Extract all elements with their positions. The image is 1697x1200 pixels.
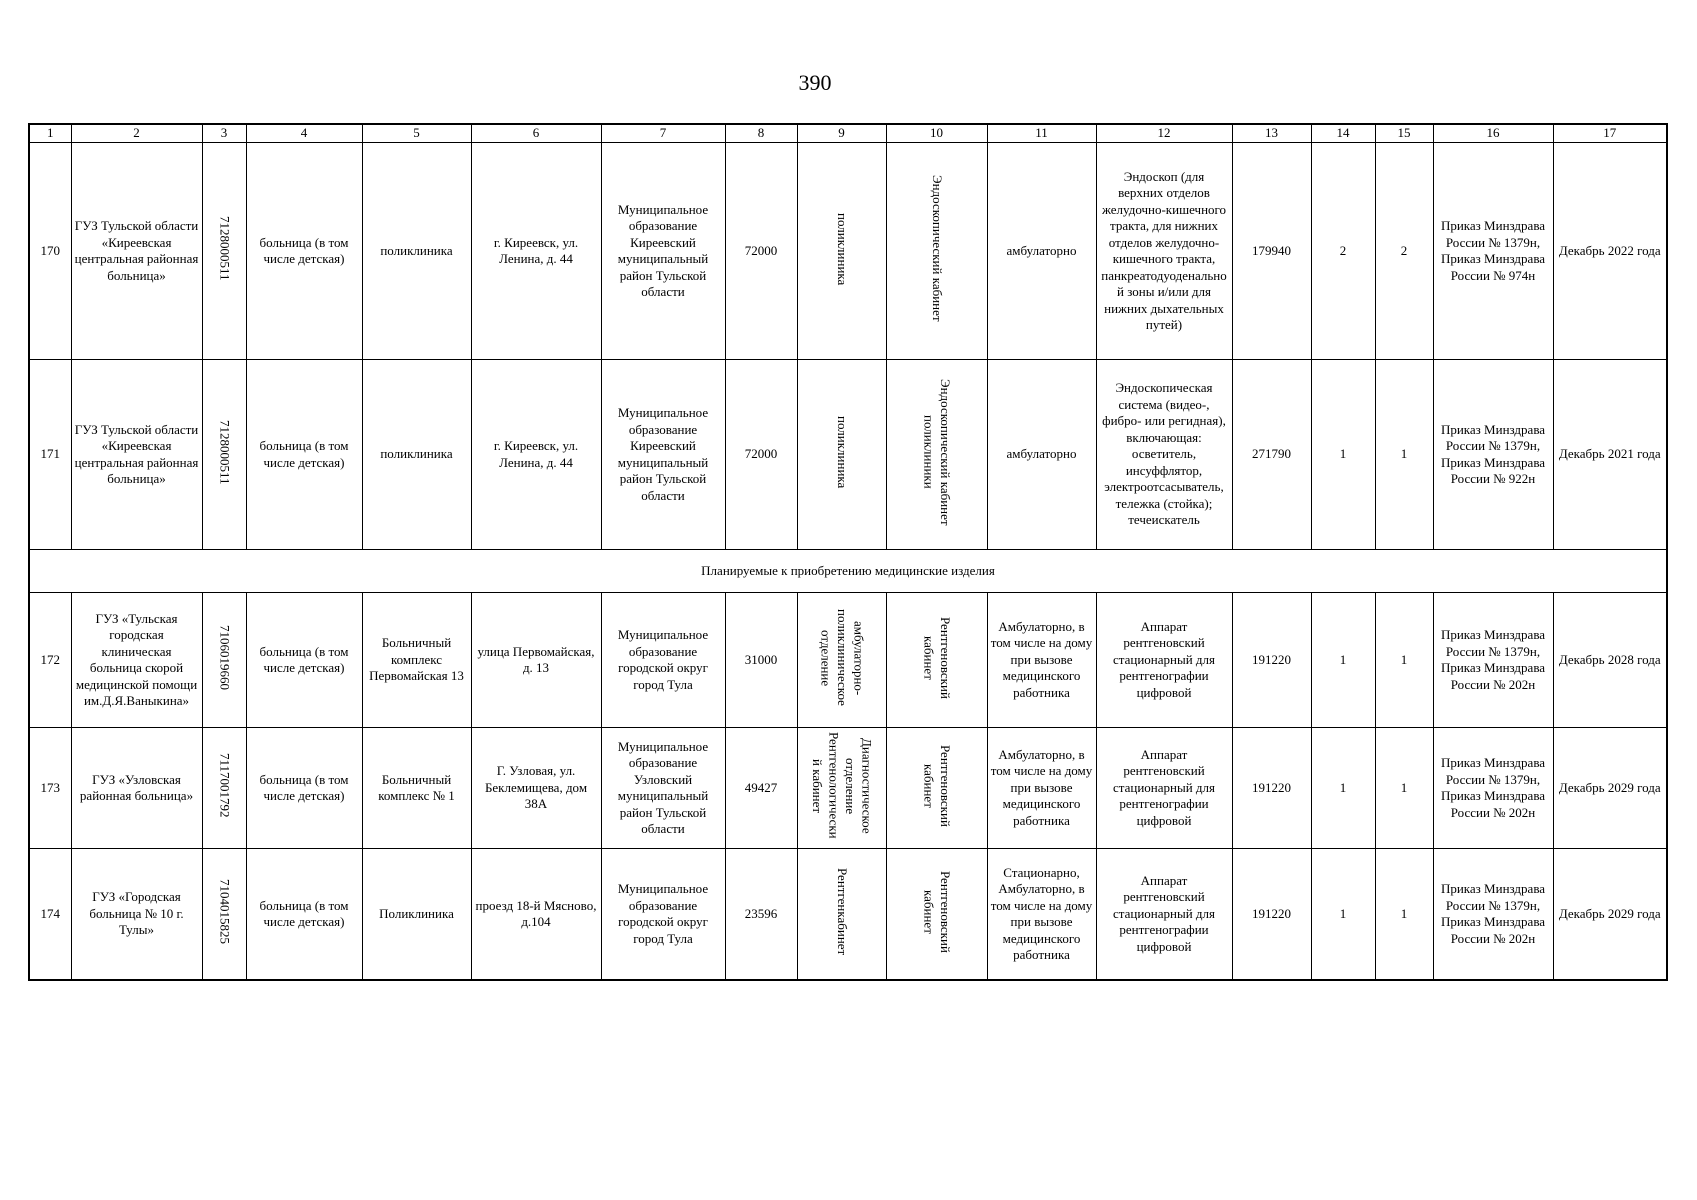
row-number: 170 <box>29 143 71 360</box>
address: г. Киреевск, ул. Ленина, д. 44 <box>471 360 601 550</box>
organization-name: ГУЗ «Городская больница № 10 г. Тулы» <box>71 849 202 981</box>
room-cell <box>886 360 987 550</box>
unit-cell <box>797 143 886 360</box>
care-mode: амбулаторно <box>987 360 1096 550</box>
page-number: 390 <box>798 70 832 95</box>
column-number: 16 <box>1433 124 1553 143</box>
device-name: Аппарат рентгеновский стационарный для рентгенографии цифровой <box>1096 849 1232 981</box>
column-number: 14 <box>1311 124 1375 143</box>
municipality: Муниципальное образование городской округ город Тула <box>601 593 725 728</box>
organization-name: ГУЗ Тульской области «Киреевская центральная районная больница» <box>71 143 202 360</box>
section-row <box>29 550 1667 593</box>
territory-code: 23596 <box>725 849 797 981</box>
unit-cell <box>797 360 886 550</box>
date-cell: Декабрь 2028 года <box>1553 593 1667 728</box>
room-cell <box>886 849 987 981</box>
column-number: 2 <box>71 124 202 143</box>
organization-type: больница (в том числе детская) <box>246 143 362 360</box>
column-number: 13 <box>1232 124 1311 143</box>
unit-cell <box>797 849 886 981</box>
section-title: Планируемые к приобретению медицинские изделия <box>29 550 1667 593</box>
column-number: 3 <box>202 124 246 143</box>
unit-cell <box>797 593 886 728</box>
column-number: 11 <box>987 124 1096 143</box>
building-name: поликлиника <box>362 360 471 550</box>
building-name: Больничный комплекс Первомайская 13 <box>362 593 471 728</box>
room-name: Рентгеновский кабинет <box>921 870 953 953</box>
regulation-order: Приказ Минздрава России № 1379н, Приказ Минздрава России № 202н <box>1433 728 1553 849</box>
unit-cell <box>797 728 886 849</box>
date-cell: Декабрь 2029 года <box>1553 849 1667 981</box>
date-cell: Декабрь 2022 года <box>1553 143 1667 360</box>
address: Г. Узловая, ул. Беклемищева, дом 38А <box>471 728 601 849</box>
territory-code: 31000 <box>725 593 797 728</box>
inn-cell <box>202 360 246 550</box>
regulation-order: Приказ Минздрава России № 1379н, Приказ Минздрава России № 202н <box>1433 593 1553 728</box>
quantity-cell: 1 <box>1311 849 1375 981</box>
column-number: 8 <box>725 124 797 143</box>
table-row <box>29 360 1667 550</box>
address: г. Киреевск, ул. Ленина, д. 44 <box>471 143 601 360</box>
building-name: поликлиника <box>362 143 471 360</box>
territory-code: 72000 <box>725 360 797 550</box>
inn-cell <box>202 143 246 360</box>
building-name: Поликлиника <box>362 849 471 981</box>
device-code: 271790 <box>1232 360 1311 550</box>
inn-value: 7106019660 <box>217 625 233 691</box>
column-number: 6 <box>471 124 601 143</box>
quantity-cell: 1 <box>1311 728 1375 849</box>
inn-value: 7128000511 <box>217 419 233 485</box>
care-mode: Амбулаторно, в том числе на дому при вызове медицинского работника <box>987 593 1096 728</box>
municipality: Муниципальное образование Узловский муниципальный район Тульской области <box>601 728 725 849</box>
device-code: 191220 <box>1232 849 1311 981</box>
territory-code: 72000 <box>725 143 797 360</box>
quantity-cell: 2 <box>1311 143 1375 360</box>
column-number: 15 <box>1375 124 1433 143</box>
quantity-cell: 1 <box>1375 849 1433 981</box>
column-number: 1 <box>29 124 71 143</box>
quantity-cell: 1 <box>1311 360 1375 550</box>
column-number: 12 <box>1096 124 1232 143</box>
organization-name: ГУЗ «Тульская городская клиническая больница скорой медицинской помощи им.Д.Я.Ваныкина» <box>71 593 202 728</box>
room-cell <box>886 728 987 849</box>
device-name: Аппарат рентгеновский стационарный для рентгенографии цифровой <box>1096 728 1232 849</box>
column-number: 9 <box>797 124 886 143</box>
room-cell <box>886 593 987 728</box>
device-name: Эндоскопическая система (видео-, фибро- или регидная), включающая: осветитель, инсуффлятор, электроотсасыватель, тележка (стойка); течеискатель <box>1096 360 1232 550</box>
row-number: 174 <box>29 849 71 981</box>
inn-cell <box>202 593 246 728</box>
municipality: Муниципальное образование Киреевский муниципальный район Тульской области <box>601 360 725 550</box>
regulation-order: Приказ Минздрава России № 1379н, Приказ Минздрава России № 974н <box>1433 143 1553 360</box>
inn-value: 7104015825 <box>217 879 233 945</box>
care-mode: Стационарно, Амбулаторно, в том числе на дому при вызове медицинского работника <box>987 849 1096 981</box>
unit-name: амбулаторно-поликлиническое отделение <box>818 609 867 707</box>
quantity-cell: 1 <box>1311 593 1375 728</box>
inn-cell <box>202 728 246 849</box>
column-number: 7 <box>601 124 725 143</box>
care-mode: Амбулаторно, в том числе на дому при вызове медицинского работника <box>987 728 1096 849</box>
table-row <box>29 593 1667 728</box>
organization-type: больница (в том числе детская) <box>246 360 362 550</box>
municipality: Муниципальное образование городской округ город Тула <box>601 849 725 981</box>
room-name: Эндоскопический кабинет <box>929 175 945 323</box>
quantity-cell: 1 <box>1375 728 1433 849</box>
device-name: Эндоскоп (для верхних отделов желудочно-кишечного тракта, для нижних отделов желудочно-кишечного тракта, панкреатодуоденальной зоны и/или для нижних дыхательных путей) <box>1096 143 1232 360</box>
regulation-order: Приказ Минздрава России № 1379н, Приказ Минздрава России № 922н <box>1433 360 1553 550</box>
column-number: 17 <box>1553 124 1667 143</box>
address: улица Первомайская, д. 13 <box>471 593 601 728</box>
table-row <box>29 849 1667 981</box>
organization-type: больница (в том числе детская) <box>246 593 362 728</box>
inn-cell <box>202 849 246 981</box>
inn-value: 7117001792 <box>217 753 233 819</box>
unit-name: Рентгенкабинет <box>834 868 850 956</box>
row-number: 172 <box>29 593 71 728</box>
device-name: Аппарат рентгеновский стационарный для рентгенографии цифровой <box>1096 593 1232 728</box>
device-code: 179940 <box>1232 143 1311 360</box>
unit-name: Диагностическое отделение Рентгенологический кабинет <box>810 732 875 840</box>
row-number: 171 <box>29 360 71 550</box>
date-cell: Декабрь 2029 года <box>1553 728 1667 849</box>
column-number: 5 <box>362 124 471 143</box>
column-number: 10 <box>886 124 987 143</box>
organization-name: ГУЗ «Узловская районная больница» <box>71 728 202 849</box>
inn-value: 7128000511 <box>217 216 233 282</box>
organization-type: больница (в том числе детская) <box>246 849 362 981</box>
equipment-table <box>28 123 1668 981</box>
quantity-cell: 2 <box>1375 143 1433 360</box>
table-row <box>29 728 1667 849</box>
quantity-cell: 1 <box>1375 593 1433 728</box>
care-mode: амбулаторно <box>987 143 1096 360</box>
regulation-order: Приказ Минздрава России № 1379н, Приказ Минздрава России № 202н <box>1433 849 1553 981</box>
room-name: Рентгеновский кабинет <box>921 616 953 699</box>
date-cell: Декабрь 2021 года <box>1553 360 1667 550</box>
quantity-cell: 1 <box>1375 360 1433 550</box>
territory-code: 49427 <box>725 728 797 849</box>
row-number: 173 <box>29 728 71 849</box>
header-row <box>29 124 1667 143</box>
column-number: 4 <box>246 124 362 143</box>
device-code: 191220 <box>1232 593 1311 728</box>
address: проезд 18-й Мясново, д.104 <box>471 849 601 981</box>
municipality: Муниципальное образование Киреевский муниципальный район Тульской области <box>601 143 725 360</box>
device-code: 191220 <box>1232 728 1311 849</box>
unit-name: поликлиника <box>834 416 850 489</box>
organization-type: больница (в том числе детская) <box>246 728 362 849</box>
building-name: Больничный комплекс № 1 <box>362 728 471 849</box>
unit-name: поликлиника <box>834 212 850 285</box>
organization-name: ГУЗ Тульской области «Киреевская центральная районная больница» <box>71 360 202 550</box>
table-row <box>29 143 1667 360</box>
room-name: Эндоскопический кабинет поликлиники <box>921 378 953 526</box>
room-name: Рентгеновский кабинет <box>921 744 953 827</box>
room-cell <box>886 143 987 360</box>
